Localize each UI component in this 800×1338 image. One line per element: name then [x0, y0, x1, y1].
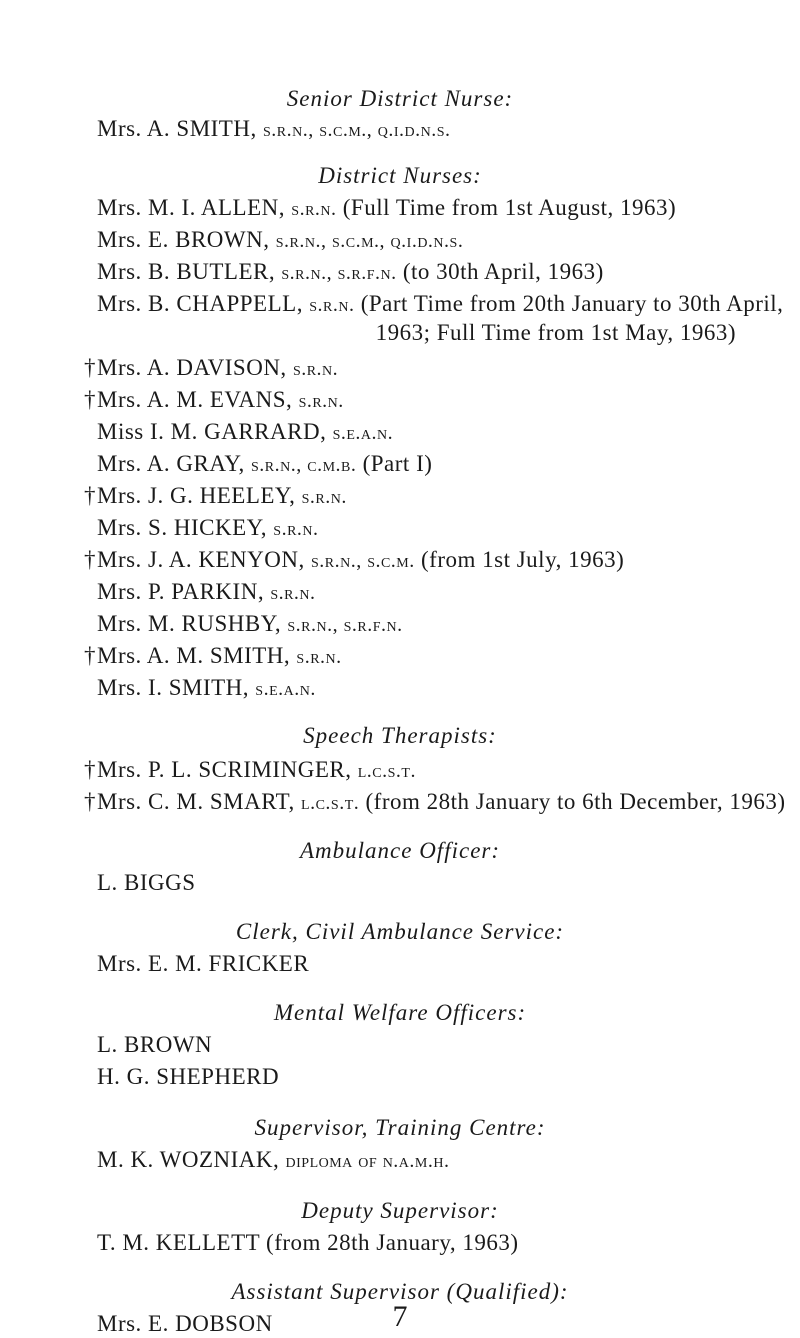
staff-entry — [97, 1147, 449, 1173]
staff-name: Mrs. E. BROWN, — [97, 227, 270, 252]
staff-note: (from 28th January to 6th December, 1963) — [365, 789, 786, 814]
staff-entry — [84, 757, 416, 783]
staff-name: Mrs. I. SMITH, — [97, 675, 250, 700]
staff-entry — [97, 291, 783, 317]
staff-name: Mrs. P. L. SCRIMINGER, — [97, 757, 352, 782]
staff-name: Mrs. E. M. FRICKER — [97, 951, 310, 976]
staff-qualifications: s.r.n., c.m.b. — [251, 454, 357, 476]
dagger-mark: † — [84, 387, 96, 412]
staff-entry — [97, 227, 463, 253]
staff-qualifications: l.c.s.t. — [301, 792, 360, 814]
staff-qualifications: s.r.n. — [296, 646, 342, 668]
staff-qualifications: l.c.s.t. — [357, 760, 416, 782]
staff-entry — [97, 515, 319, 541]
staff-entry — [84, 483, 347, 509]
staff-entry — [84, 355, 339, 381]
staff-name: Mrs. M. RUSHBY, — [97, 611, 282, 636]
staff-name: Mrs. P. PARKIN, — [97, 579, 265, 604]
staff-note: (Full Time from 1st August, 1963) — [342, 195, 677, 220]
staff-entry — [97, 870, 196, 896]
staff-name: Mrs. A. M. EVANS, — [97, 387, 293, 412]
section-heading: Speech Therapists: — [303, 723, 497, 748]
staff-entry — [97, 951, 309, 977]
staff-qualifications: s.r.n. — [270, 582, 316, 604]
staff-name: Mrs. A. M. SMITH, — [97, 643, 291, 668]
staff-qualifications: s.r.n., s.r.f.n. — [281, 262, 397, 284]
staff-entry — [97, 1032, 212, 1058]
dagger-mark: † — [84, 483, 96, 508]
staff-name: Mrs. A. DAVISON, — [97, 355, 287, 380]
staff-entry — [84, 643, 342, 669]
staff-entry — [97, 611, 403, 637]
staff-name: Mrs. C. M. SMART, — [97, 789, 295, 814]
staff-name: Mrs. M. I. ALLEN, — [97, 195, 286, 220]
staff-entry — [97, 116, 451, 142]
section-heading: District Nurses: — [318, 163, 482, 188]
staff-qualifications: diploma of n.a.m.h. — [285, 1150, 450, 1172]
staff-name: L. BIGGS — [97, 870, 196, 895]
staff-qualifications: s.r.n. — [298, 390, 344, 412]
staff-qualifications: s.r.n., s.r.f.n. — [287, 614, 403, 636]
staff-qualifications: s.r.n., s.c.m., q.i.d.n.s. — [262, 119, 451, 141]
staff-entry — [97, 1064, 279, 1090]
dagger-mark: † — [84, 789, 96, 814]
staff-name: T. M. KELLETT — [97, 1230, 260, 1255]
section-heading: Senior District Nurse: — [286, 86, 514, 111]
dagger-mark: † — [84, 643, 96, 668]
staff-name: Mrs. S. HICKEY, — [97, 515, 268, 540]
section-heading: Assistant Supervisor (Qualified): — [231, 1279, 569, 1304]
staff-qualifications: s.r.n. — [292, 358, 339, 380]
staff-entry — [97, 1230, 519, 1256]
staff-note: (Part Time from 20th January to 30th April, — [360, 291, 784, 316]
staff-note-continuation: 1963; Full Time from 1st May, 1963) — [375, 320, 736, 345]
staff-qualifications: s.e.a.n. — [255, 678, 316, 700]
staff-entry — [97, 259, 604, 285]
section-heading: Ambulance Officer: — [299, 838, 501, 863]
staff-entry — [97, 579, 316, 605]
staff-qualifications: s.r.n., s.c.m. — [310, 550, 415, 572]
staff-name: Mrs. B. BUTLER, — [97, 259, 276, 284]
staff-name: Mrs. E. DOBSON — [97, 1311, 273, 1336]
staff-qualifications: s.r.n. — [301, 486, 347, 508]
staff-note: (Part I) — [362, 451, 433, 476]
staff-qualifications: s.r.n. — [291, 198, 337, 220]
dagger-mark: † — [84, 547, 96, 572]
section-heading: Mental Welfare Officers: — [273, 1000, 527, 1025]
staff-name: Mrs. A. SMITH, — [97, 116, 257, 141]
dagger-mark: † — [84, 757, 96, 782]
staff-name: H. G. SHEPHERD — [97, 1064, 280, 1089]
staff-name: Miss I. M. GARRARD, — [97, 419, 327, 444]
staff-name: Mrs. J. G. HEELEY, — [97, 483, 296, 508]
staff-qualifications: s.r.n. — [309, 294, 355, 316]
staff-name: Mrs. J. A. KENYON, — [97, 547, 305, 572]
staff-note: (from 28th January, 1963) — [266, 1230, 519, 1255]
section-heading: Clerk, Civil Ambulance Service: — [235, 919, 565, 944]
page-number: 7 — [392, 1300, 408, 1333]
section-heading: Supervisor, Training Centre: — [254, 1115, 546, 1140]
staff-entry — [84, 547, 625, 573]
dagger-mark: † — [84, 355, 96, 380]
staff-entry — [97, 675, 316, 701]
staff-entry — [97, 195, 676, 221]
staff-qualifications: s.r.n. — [273, 518, 319, 540]
section-heading: Deputy Supervisor: — [301, 1198, 499, 1223]
staff-qualifications: s.r.n., s.c.m., q.i.d.n.s. — [275, 230, 464, 252]
staff-name: Mrs. A. GRAY, — [97, 451, 245, 476]
staff-name: Mrs. B. CHAPPELL, — [97, 291, 303, 316]
staff-entry — [97, 419, 393, 445]
staff-entry — [84, 789, 786, 815]
staff-qualifications: s.e.a.n. — [332, 422, 394, 444]
staff-note: (from 1st July, 1963) — [421, 547, 625, 572]
staff-entry — [84, 387, 344, 413]
staff-entry — [97, 451, 432, 477]
staff-name: M. K. WOZNIAK, — [97, 1147, 280, 1172]
staff-note: (to 30th April, 1963) — [402, 259, 604, 284]
staff-name: L. BROWN — [97, 1032, 213, 1057]
